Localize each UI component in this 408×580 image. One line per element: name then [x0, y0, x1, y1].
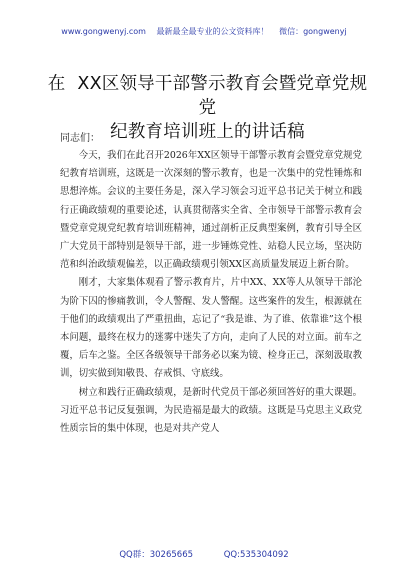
title-line-1-text: XX区领导干部警示教育会暨党章党规党 — [77, 74, 368, 118]
title-line-2: 纪教育培训班上的讲话稿 — [110, 122, 305, 142]
paragraph-3: 树立和践行正确政绩观，是新时代党员干部必须回答好的重大课题。习近平总书记反复强调，为民造福是最大的政绩。这既是马克思主义政党性质宗旨的集中体现，也是对共产党人 — [60, 386, 362, 435]
footer-qq-group: QQ群：30265665 — [119, 550, 194, 560]
title-prefix: 在 — [47, 74, 66, 94]
paragraph-1: 今天，我们在此召开2026年XX区领导干部警示教育会暨党章党规党纪教育培训班，这既是一次深刻的警示教育，也是一次集中的党性锤炼和思想淬炼。会议的主要任务是，深入学习领会习近平总书记关于树立和践行正确政绩观的重要论述，认真贯彻落实全省、全市领导干部警示教育会暨党章党规党纪教育培训班精神，通过剖析正反典型案例，教育引导全区广大党员干部特别是领导干部，进一步锤炼党性、站稳人民立场，坚决防范和纠治政绩观偏差，以正确政绩观引领XX区高质量发展迈上新台阶。 — [60, 150, 362, 271]
title-line-1 — [40, 72, 375, 120]
salutation: 同志们： — [60, 133, 100, 144]
paragraph-2: 刚才，大家集体观看了警示教育片，片中XX、XX等人从领导干部沦为阶下囚的惨痛教训，令人警醒、发人警醒。这些案件的发生，根源就在于他们的政绩观出了严重扭曲，忘记了“我是谁、为了谁、依靠谁”这个根本问题，最终在权力的迷雾中迷失了方向，走向了人民的对立面。前车之覆，后车之鉴。全区各级领导干部务必以案为镜、检身正己，深刻汲取教训，切实做到知敬畏、存戒惧、守底线。 — [60, 277, 362, 380]
footer-qq: QQ:535304092 — [223, 550, 289, 560]
header-wechat: 微信：gongwenyj — [279, 27, 347, 36]
header-slogan: 最新最全最专业的公文资料库！ — [156, 27, 269, 36]
header-website[interactable]: www.gongwenyj.com — [61, 27, 146, 36]
page-header — [0, 26, 408, 37]
document-body — [60, 147, 362, 438]
page-footer — [0, 548, 408, 560]
